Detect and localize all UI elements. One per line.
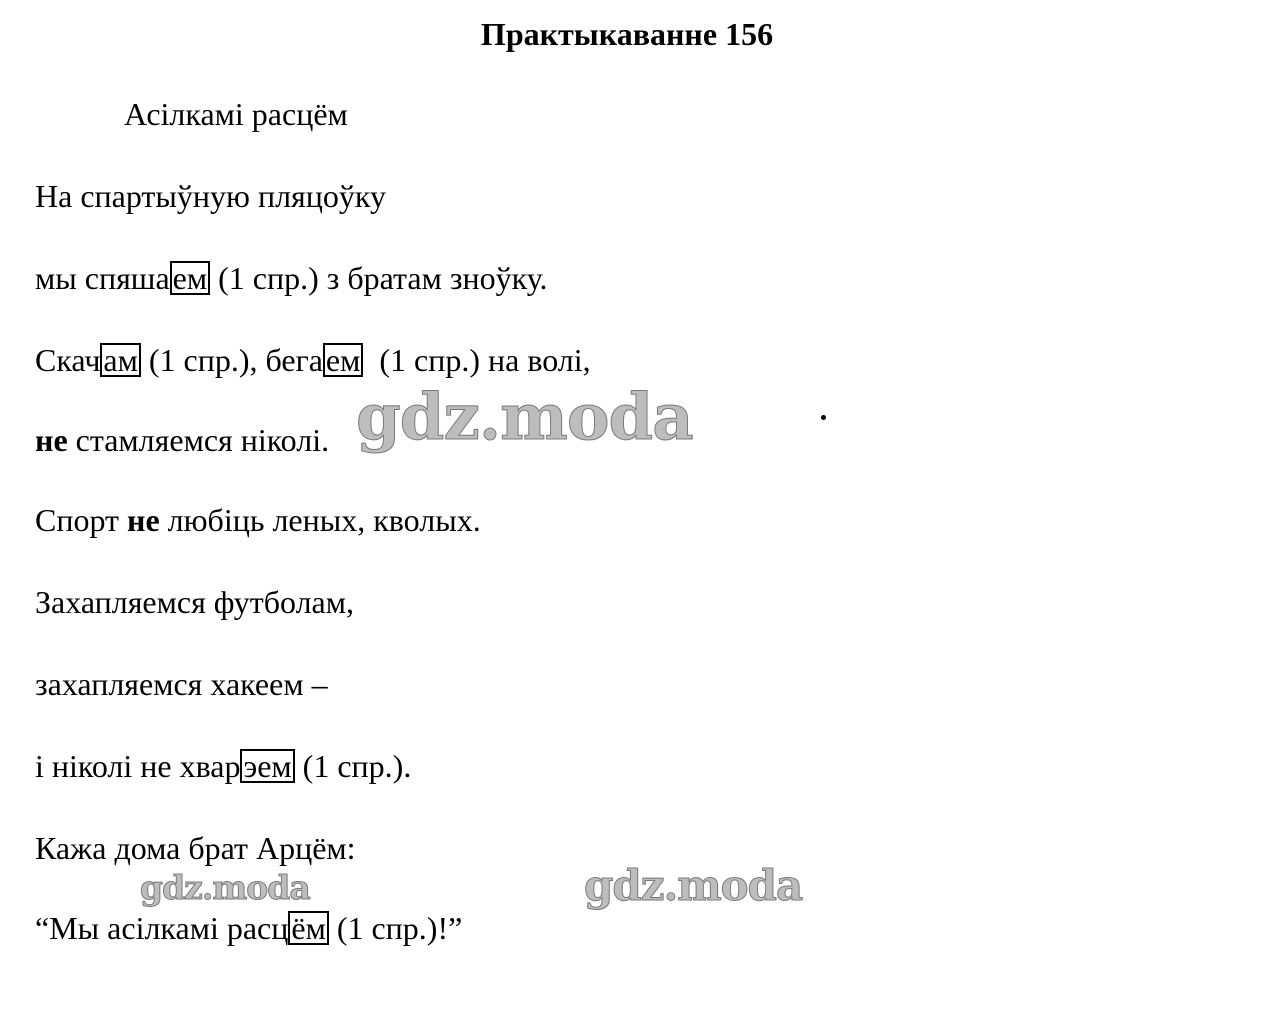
boxed-ending: ем — [170, 261, 210, 295]
line-text: Захапляемся футболам, — [35, 584, 354, 620]
poem-line — [35, 174, 386, 218]
poem-line — [35, 418, 329, 462]
line-text: (1 спр.)!” — [328, 910, 463, 946]
line-text: захапляемся хакеем – — [35, 666, 328, 702]
poem-line — [35, 580, 354, 624]
line-text: Спорт — [35, 502, 128, 538]
line-text: мы спяша — [35, 260, 170, 296]
line-text: і ніколі не хвар — [35, 748, 241, 784]
watermark-logo: gdz.moda — [140, 868, 310, 907]
page-title: Практыкаванне 156 — [480, 16, 774, 52]
line-text: стамляемся ніколі. — [67, 422, 330, 458]
bold-particle: не — [127, 502, 160, 538]
watermark-logo: gdz.moda — [356, 380, 693, 455]
line-text: любіць леных, кволых. — [159, 502, 481, 538]
poem-line — [35, 338, 591, 382]
bold-particle: не — [35, 422, 68, 458]
boxed-ending: ам — [100, 343, 140, 377]
boxed-ending: ём — [288, 911, 328, 945]
poem-line — [35, 662, 328, 706]
stray-dot — [821, 415, 826, 420]
watermark-logo: gdz.moda — [584, 861, 803, 910]
boxed-ending: эем — [240, 749, 294, 783]
poem-line — [35, 826, 356, 870]
poem-line — [35, 744, 411, 788]
line-text: На спартыўную пляцоўку — [35, 178, 386, 214]
poem-title: Асілкамі расцём — [124, 96, 348, 132]
line-text: Скач — [35, 342, 101, 378]
poem-line — [35, 256, 548, 300]
poem-line — [35, 906, 462, 950]
line-text: (1 спр.) з братам зноўку. — [210, 260, 548, 296]
line-text: (1 спр.), бега — [140, 342, 323, 378]
poem-line — [35, 498, 481, 542]
line-text: (1 спр.) на волі, — [363, 342, 591, 378]
boxed-ending: ем — [323, 343, 363, 377]
line-text: “Мы асілкамі расц — [35, 910, 289, 946]
line-text: (1 спр.). — [294, 748, 412, 784]
line-text: Кажа дома брат Арцём: — [35, 830, 356, 866]
